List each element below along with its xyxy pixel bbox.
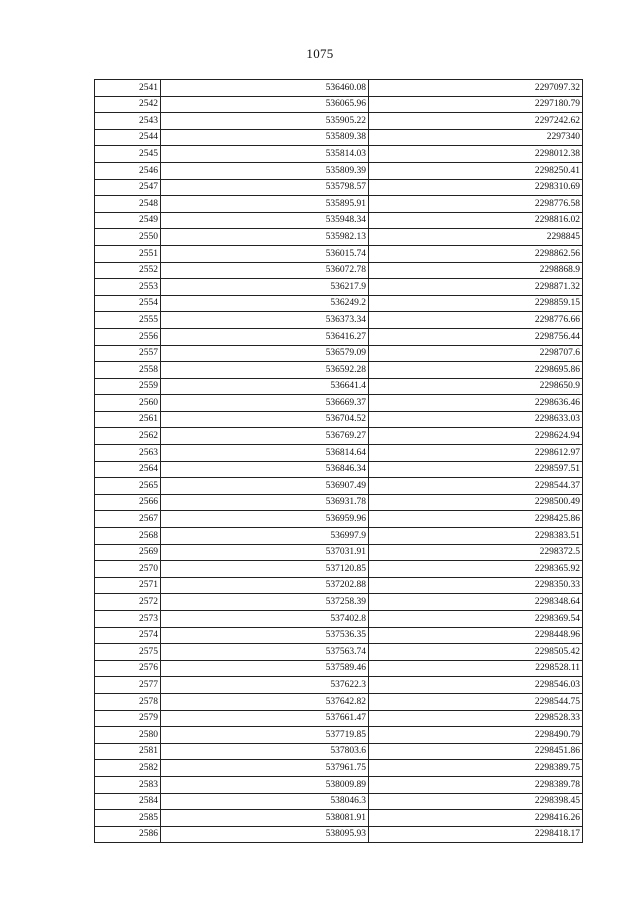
point-number-cell: 2558 [95, 362, 161, 379]
point-number-cell: 2578 [95, 693, 161, 710]
x-coordinate-cell: 537661.47 [161, 710, 369, 727]
table-row [95, 395, 583, 412]
table-row [95, 229, 583, 246]
x-coordinate-cell: 537120.85 [161, 561, 369, 578]
y-coordinate-cell: 2298544.75 [369, 693, 583, 710]
x-coordinate-cell: 537719.85 [161, 727, 369, 744]
y-coordinate-cell: 2298348.64 [369, 594, 583, 611]
point-number-cell: 2563 [95, 445, 161, 462]
x-coordinate-cell: 536814.64 [161, 445, 369, 462]
y-coordinate-cell: 2298871.32 [369, 279, 583, 296]
table-row [95, 179, 583, 196]
y-coordinate-cell: 2298862.56 [369, 245, 583, 262]
x-coordinate-cell: 535905.22 [161, 113, 369, 130]
x-coordinate-cell: 536641.4 [161, 378, 369, 395]
point-number-cell: 2585 [95, 810, 161, 827]
table-row [95, 693, 583, 710]
y-coordinate-cell: 2298776.58 [369, 196, 583, 213]
x-coordinate-cell: 536217.9 [161, 279, 369, 296]
y-coordinate-cell: 2298528.11 [369, 660, 583, 677]
y-coordinate-cell: 2298398.45 [369, 793, 583, 810]
y-coordinate-cell: 2298505.42 [369, 644, 583, 661]
point-number-cell: 2541 [95, 80, 161, 97]
table-row [95, 561, 583, 578]
y-coordinate-cell: 2298372.5 [369, 544, 583, 561]
x-coordinate-cell: 537961.75 [161, 760, 369, 777]
y-coordinate-cell: 2298448.96 [369, 627, 583, 644]
table-row [95, 494, 583, 511]
y-coordinate-cell: 2298816.02 [369, 212, 583, 229]
point-number-cell: 2577 [95, 677, 161, 694]
table-row [95, 727, 583, 744]
point-number-cell: 2559 [95, 378, 161, 395]
table-row [95, 362, 583, 379]
table-row [95, 162, 583, 179]
x-coordinate-cell: 536249.2 [161, 295, 369, 312]
table-row [95, 345, 583, 362]
y-coordinate-cell: 2298636.46 [369, 395, 583, 412]
x-coordinate-cell: 535809.38 [161, 129, 369, 146]
table-row [95, 528, 583, 545]
y-coordinate-cell: 2298490.79 [369, 727, 583, 744]
y-coordinate-cell: 2298425.86 [369, 511, 583, 528]
x-coordinate-cell: 535809.39 [161, 162, 369, 179]
table-row [95, 793, 583, 810]
y-coordinate-cell: 2298389.75 [369, 760, 583, 777]
y-coordinate-cell: 2298389.78 [369, 776, 583, 793]
x-coordinate-cell: 538081.91 [161, 810, 369, 827]
x-coordinate-cell: 537642.82 [161, 693, 369, 710]
table-row [95, 544, 583, 561]
x-coordinate-cell: 536931.78 [161, 494, 369, 511]
point-number-cell: 2549 [95, 212, 161, 229]
point-number-cell: 2560 [95, 395, 161, 412]
y-coordinate-cell: 2298310.69 [369, 179, 583, 196]
x-coordinate-cell: 538046.3 [161, 793, 369, 810]
point-number-cell: 2550 [95, 229, 161, 246]
point-number-cell: 2544 [95, 129, 161, 146]
table-row [95, 776, 583, 793]
x-coordinate-cell: 537258.39 [161, 594, 369, 611]
point-number-cell: 2545 [95, 146, 161, 163]
table-row [95, 627, 583, 644]
x-coordinate-cell: 537402.8 [161, 611, 369, 628]
point-number-cell: 2581 [95, 743, 161, 760]
x-coordinate-cell: 535798.57 [161, 179, 369, 196]
y-coordinate-cell: 2298544.37 [369, 478, 583, 495]
y-coordinate-cell: 2298756.44 [369, 328, 583, 345]
point-number-cell: 2551 [95, 245, 161, 262]
x-coordinate-cell: 536416.27 [161, 328, 369, 345]
y-coordinate-cell: 2298416.26 [369, 810, 583, 827]
table-row [95, 660, 583, 677]
point-number-cell: 2565 [95, 478, 161, 495]
point-number-cell: 2576 [95, 660, 161, 677]
point-number-cell: 2543 [95, 113, 161, 130]
x-coordinate-cell: 537589.46 [161, 660, 369, 677]
y-coordinate-cell: 2297340 [369, 129, 583, 146]
table-row [95, 644, 583, 661]
x-coordinate-cell: 536704.52 [161, 411, 369, 428]
point-number-cell: 2572 [95, 594, 161, 611]
y-coordinate-cell: 2298350.33 [369, 577, 583, 594]
coordinates-table-body [95, 80, 583, 843]
table-row [95, 411, 583, 428]
point-number-cell: 2566 [95, 494, 161, 511]
coordinates-table [94, 79, 583, 843]
point-number-cell: 2547 [95, 179, 161, 196]
point-number-cell: 2557 [95, 345, 161, 362]
x-coordinate-cell: 536846.34 [161, 461, 369, 478]
x-coordinate-cell: 537536.35 [161, 627, 369, 644]
x-coordinate-cell: 537202.88 [161, 577, 369, 594]
y-coordinate-cell: 2298383.51 [369, 528, 583, 545]
y-coordinate-cell: 2298528.33 [369, 710, 583, 727]
x-coordinate-cell: 538009.89 [161, 776, 369, 793]
point-number-cell: 2548 [95, 196, 161, 213]
x-coordinate-cell: 536669.37 [161, 395, 369, 412]
point-number-cell: 2580 [95, 727, 161, 744]
table-row [95, 378, 583, 395]
y-coordinate-cell: 2298776.66 [369, 312, 583, 329]
table-row [95, 129, 583, 146]
table-row [95, 428, 583, 445]
y-coordinate-cell: 2297180.79 [369, 96, 583, 113]
table-row [95, 113, 583, 130]
point-number-cell: 2583 [95, 776, 161, 793]
y-coordinate-cell: 2298546.03 [369, 677, 583, 694]
table-row [95, 96, 583, 113]
y-coordinate-cell: 2298250.41 [369, 162, 583, 179]
point-number-cell: 2570 [95, 561, 161, 578]
table-row [95, 245, 583, 262]
x-coordinate-cell: 536997.9 [161, 528, 369, 545]
point-number-cell: 2542 [95, 96, 161, 113]
table-row [95, 743, 583, 760]
point-number-cell: 2571 [95, 577, 161, 594]
table-row [95, 461, 583, 478]
point-number-cell: 2584 [95, 793, 161, 810]
x-coordinate-cell: 536072.78 [161, 262, 369, 279]
point-number-cell: 2564 [95, 461, 161, 478]
point-number-cell: 2586 [95, 826, 161, 843]
x-coordinate-cell: 536015.74 [161, 245, 369, 262]
point-number-cell: 2546 [95, 162, 161, 179]
table-row [95, 710, 583, 727]
table-row [95, 279, 583, 296]
y-coordinate-cell: 2298418.17 [369, 826, 583, 843]
table-row [95, 594, 583, 611]
table-row [95, 295, 583, 312]
table-row [95, 677, 583, 694]
table-row [95, 312, 583, 329]
x-coordinate-cell: 537622.3 [161, 677, 369, 694]
y-coordinate-cell: 2298633.03 [369, 411, 583, 428]
point-number-cell: 2561 [95, 411, 161, 428]
y-coordinate-cell: 2298500.49 [369, 494, 583, 511]
table-row [95, 478, 583, 495]
y-coordinate-cell: 2298624.94 [369, 428, 583, 445]
table-row [95, 445, 583, 462]
point-number-cell: 2555 [95, 312, 161, 329]
point-number-cell: 2579 [95, 710, 161, 727]
y-coordinate-cell: 2298451.86 [369, 743, 583, 760]
y-coordinate-cell: 2298012.38 [369, 146, 583, 163]
y-coordinate-cell: 2298369.54 [369, 611, 583, 628]
x-coordinate-cell: 537803.6 [161, 743, 369, 760]
x-coordinate-cell: 536460.08 [161, 80, 369, 97]
x-coordinate-cell: 536579.09 [161, 345, 369, 362]
x-coordinate-cell: 535895.91 [161, 196, 369, 213]
y-coordinate-cell: 2298845 [369, 229, 583, 246]
y-coordinate-cell: 2297242.62 [369, 113, 583, 130]
y-coordinate-cell: 2297097.32 [369, 80, 583, 97]
table-row [95, 196, 583, 213]
point-number-cell: 2567 [95, 511, 161, 528]
y-coordinate-cell: 2298859.15 [369, 295, 583, 312]
x-coordinate-cell: 536769.27 [161, 428, 369, 445]
x-coordinate-cell: 535982.13 [161, 229, 369, 246]
y-coordinate-cell: 2298612.97 [369, 445, 583, 462]
point-number-cell: 2553 [95, 279, 161, 296]
table-row [95, 212, 583, 229]
table-row [95, 146, 583, 163]
x-coordinate-cell: 536592.28 [161, 362, 369, 379]
point-number-cell: 2554 [95, 295, 161, 312]
point-number-cell: 2574 [95, 627, 161, 644]
point-number-cell: 2552 [95, 262, 161, 279]
y-coordinate-cell: 2298650.9 [369, 378, 583, 395]
x-coordinate-cell: 535814.03 [161, 146, 369, 163]
page-number: 1075 [306, 46, 334, 61]
point-number-cell: 2556 [95, 328, 161, 345]
point-number-cell: 2562 [95, 428, 161, 445]
x-coordinate-cell: 537031.91 [161, 544, 369, 561]
point-number-cell: 2573 [95, 611, 161, 628]
x-coordinate-cell: 538095.93 [161, 826, 369, 843]
x-coordinate-cell: 536959.96 [161, 511, 369, 528]
x-coordinate-cell: 536907.49 [161, 478, 369, 495]
y-coordinate-cell: 2298597.51 [369, 461, 583, 478]
table-row [95, 611, 583, 628]
table-row [95, 328, 583, 345]
y-coordinate-cell: 2298707.6 [369, 345, 583, 362]
table-row [95, 577, 583, 594]
point-number-cell: 2568 [95, 528, 161, 545]
table-row [95, 810, 583, 827]
table-row [95, 80, 583, 97]
y-coordinate-cell: 2298868.9 [369, 262, 583, 279]
x-coordinate-cell: 535948.34 [161, 212, 369, 229]
table-row [95, 511, 583, 528]
y-coordinate-cell: 2298695.86 [369, 362, 583, 379]
x-coordinate-cell: 536065.96 [161, 96, 369, 113]
table-row [95, 826, 583, 843]
table-row [95, 760, 583, 777]
point-number-cell: 2575 [95, 644, 161, 661]
point-number-cell: 2582 [95, 760, 161, 777]
table-row [95, 262, 583, 279]
y-coordinate-cell: 2298365.92 [369, 561, 583, 578]
x-coordinate-cell: 537563.74 [161, 644, 369, 661]
x-coordinate-cell: 536373.34 [161, 312, 369, 329]
point-number-cell: 2569 [95, 544, 161, 561]
